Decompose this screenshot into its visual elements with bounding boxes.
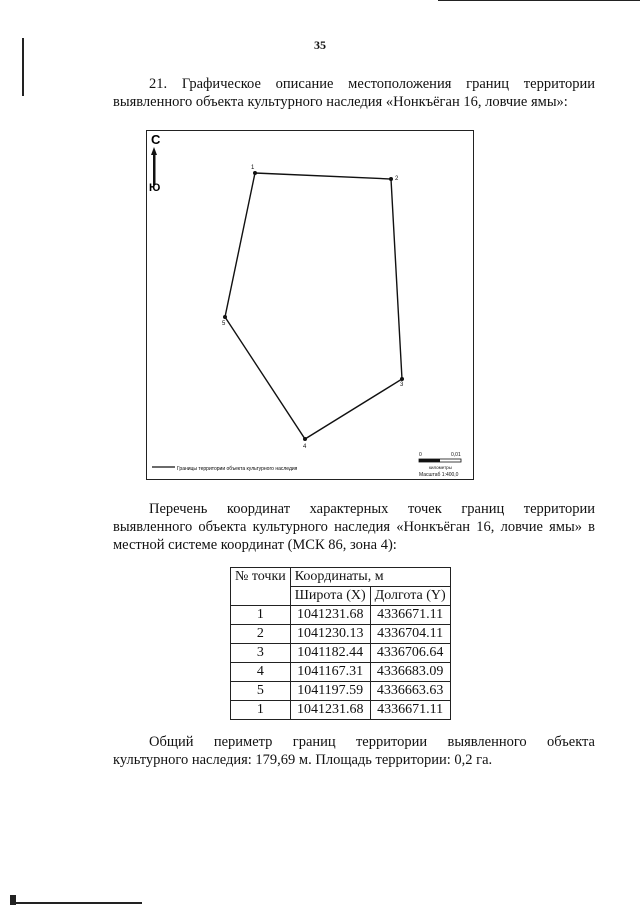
vertex-label-1: 1 bbox=[251, 165, 255, 171]
legend-label: Границы территории объекта культурного наследия bbox=[177, 466, 298, 472]
coordinates-intro-line-3: местной системе координат (МСК 86, зона 4): bbox=[113, 537, 397, 553]
north-arrow-icon bbox=[149, 132, 161, 194]
summary-line-2: культурного наследия: 179,69 м. Площадь территории: 0,2 га. bbox=[113, 752, 493, 768]
cell-point: 2 bbox=[231, 625, 291, 644]
cell-point: 1 bbox=[231, 701, 291, 720]
coordinates-intro-line-1: Перечень координат характерных точек границ территории bbox=[149, 501, 595, 517]
scale-bar bbox=[419, 452, 461, 478]
cell-x: 1041230.13 bbox=[290, 625, 370, 644]
boundary-map-svg bbox=[147, 131, 475, 481]
scan-edge-line-bottom bbox=[10, 902, 142, 904]
header-coordinates: Координаты, м bbox=[290, 568, 450, 587]
scale-unit-label: километры bbox=[429, 465, 452, 470]
table-row bbox=[231, 682, 451, 701]
boundary-map bbox=[146, 130, 474, 480]
summary-line-1: Общий периметр границ территории выявленного объекта bbox=[149, 734, 595, 750]
boundary-vertices bbox=[223, 171, 404, 441]
cell-point: 5 bbox=[231, 682, 291, 701]
coordinates-intro-line-2: выявленного объекта культурного наследия «Нонкъёган 16, ловчие ямы» в bbox=[113, 519, 595, 535]
cell-x: 1041182.44 bbox=[290, 644, 370, 663]
scan-edge-line-top bbox=[438, 0, 640, 1]
header-latitude: Широта (X) bbox=[290, 587, 370, 606]
table-row bbox=[231, 663, 451, 682]
table-row bbox=[231, 606, 451, 625]
vertex-label-2: 2 bbox=[395, 176, 399, 182]
vertex-label-4: 4 bbox=[303, 444, 307, 450]
vertex-5 bbox=[223, 315, 227, 319]
cell-point: 4 bbox=[231, 663, 291, 682]
section-heading bbox=[113, 75, 595, 111]
cell-y: 4336683.09 bbox=[370, 663, 450, 682]
cell-x: 1041231.68 bbox=[290, 701, 370, 720]
scale-end-label: 0,01 bbox=[451, 452, 461, 458]
cell-x: 1041167.31 bbox=[290, 663, 370, 682]
scale-start-label: 0 bbox=[419, 452, 422, 458]
section-heading-line-1: 21. Графическое описание местоположения границ территории bbox=[149, 76, 595, 92]
section-heading-line-2: выявленного объекта культурного наследия «Нонкъёган 16, ловчие ямы»: bbox=[113, 94, 568, 110]
page-number: 35 bbox=[314, 38, 326, 52]
table-row bbox=[231, 625, 451, 644]
coordinates-table bbox=[230, 567, 451, 720]
cell-y: 4336704.11 bbox=[370, 625, 450, 644]
vertex-1 bbox=[253, 171, 257, 175]
vertex-label-5: 5 bbox=[222, 321, 226, 327]
cell-point: 3 bbox=[231, 644, 291, 663]
header-longitude: Долгота (Y) bbox=[370, 587, 450, 606]
cell-y: 4336706.64 bbox=[370, 644, 450, 663]
north-label: С bbox=[151, 132, 161, 147]
scale-ratio-label: Масштаб 1:400,0 bbox=[419, 472, 459, 478]
cell-x: 1041231.68 bbox=[290, 606, 370, 625]
table-header-row bbox=[231, 568, 451, 587]
summary-paragraph bbox=[113, 733, 595, 769]
south-label: Ю bbox=[149, 182, 161, 194]
map-legend bbox=[152, 466, 298, 472]
cell-point: 1 bbox=[231, 606, 291, 625]
vertex-label-3: 3 bbox=[400, 382, 404, 388]
header-point: № точки bbox=[231, 568, 291, 606]
vertex-4 bbox=[303, 437, 307, 441]
cell-y: 4336671.11 bbox=[370, 701, 450, 720]
cell-y: 4336663.63 bbox=[370, 682, 450, 701]
cell-x: 1041197.59 bbox=[290, 682, 370, 701]
vertex-2 bbox=[389, 177, 393, 181]
vertex-3 bbox=[400, 377, 404, 381]
table-row bbox=[231, 701, 451, 720]
cell-y: 4336671.11 bbox=[370, 606, 450, 625]
territory-boundary-polygon bbox=[225, 173, 402, 439]
table-row bbox=[231, 644, 451, 663]
coordinates-intro bbox=[113, 500, 595, 554]
